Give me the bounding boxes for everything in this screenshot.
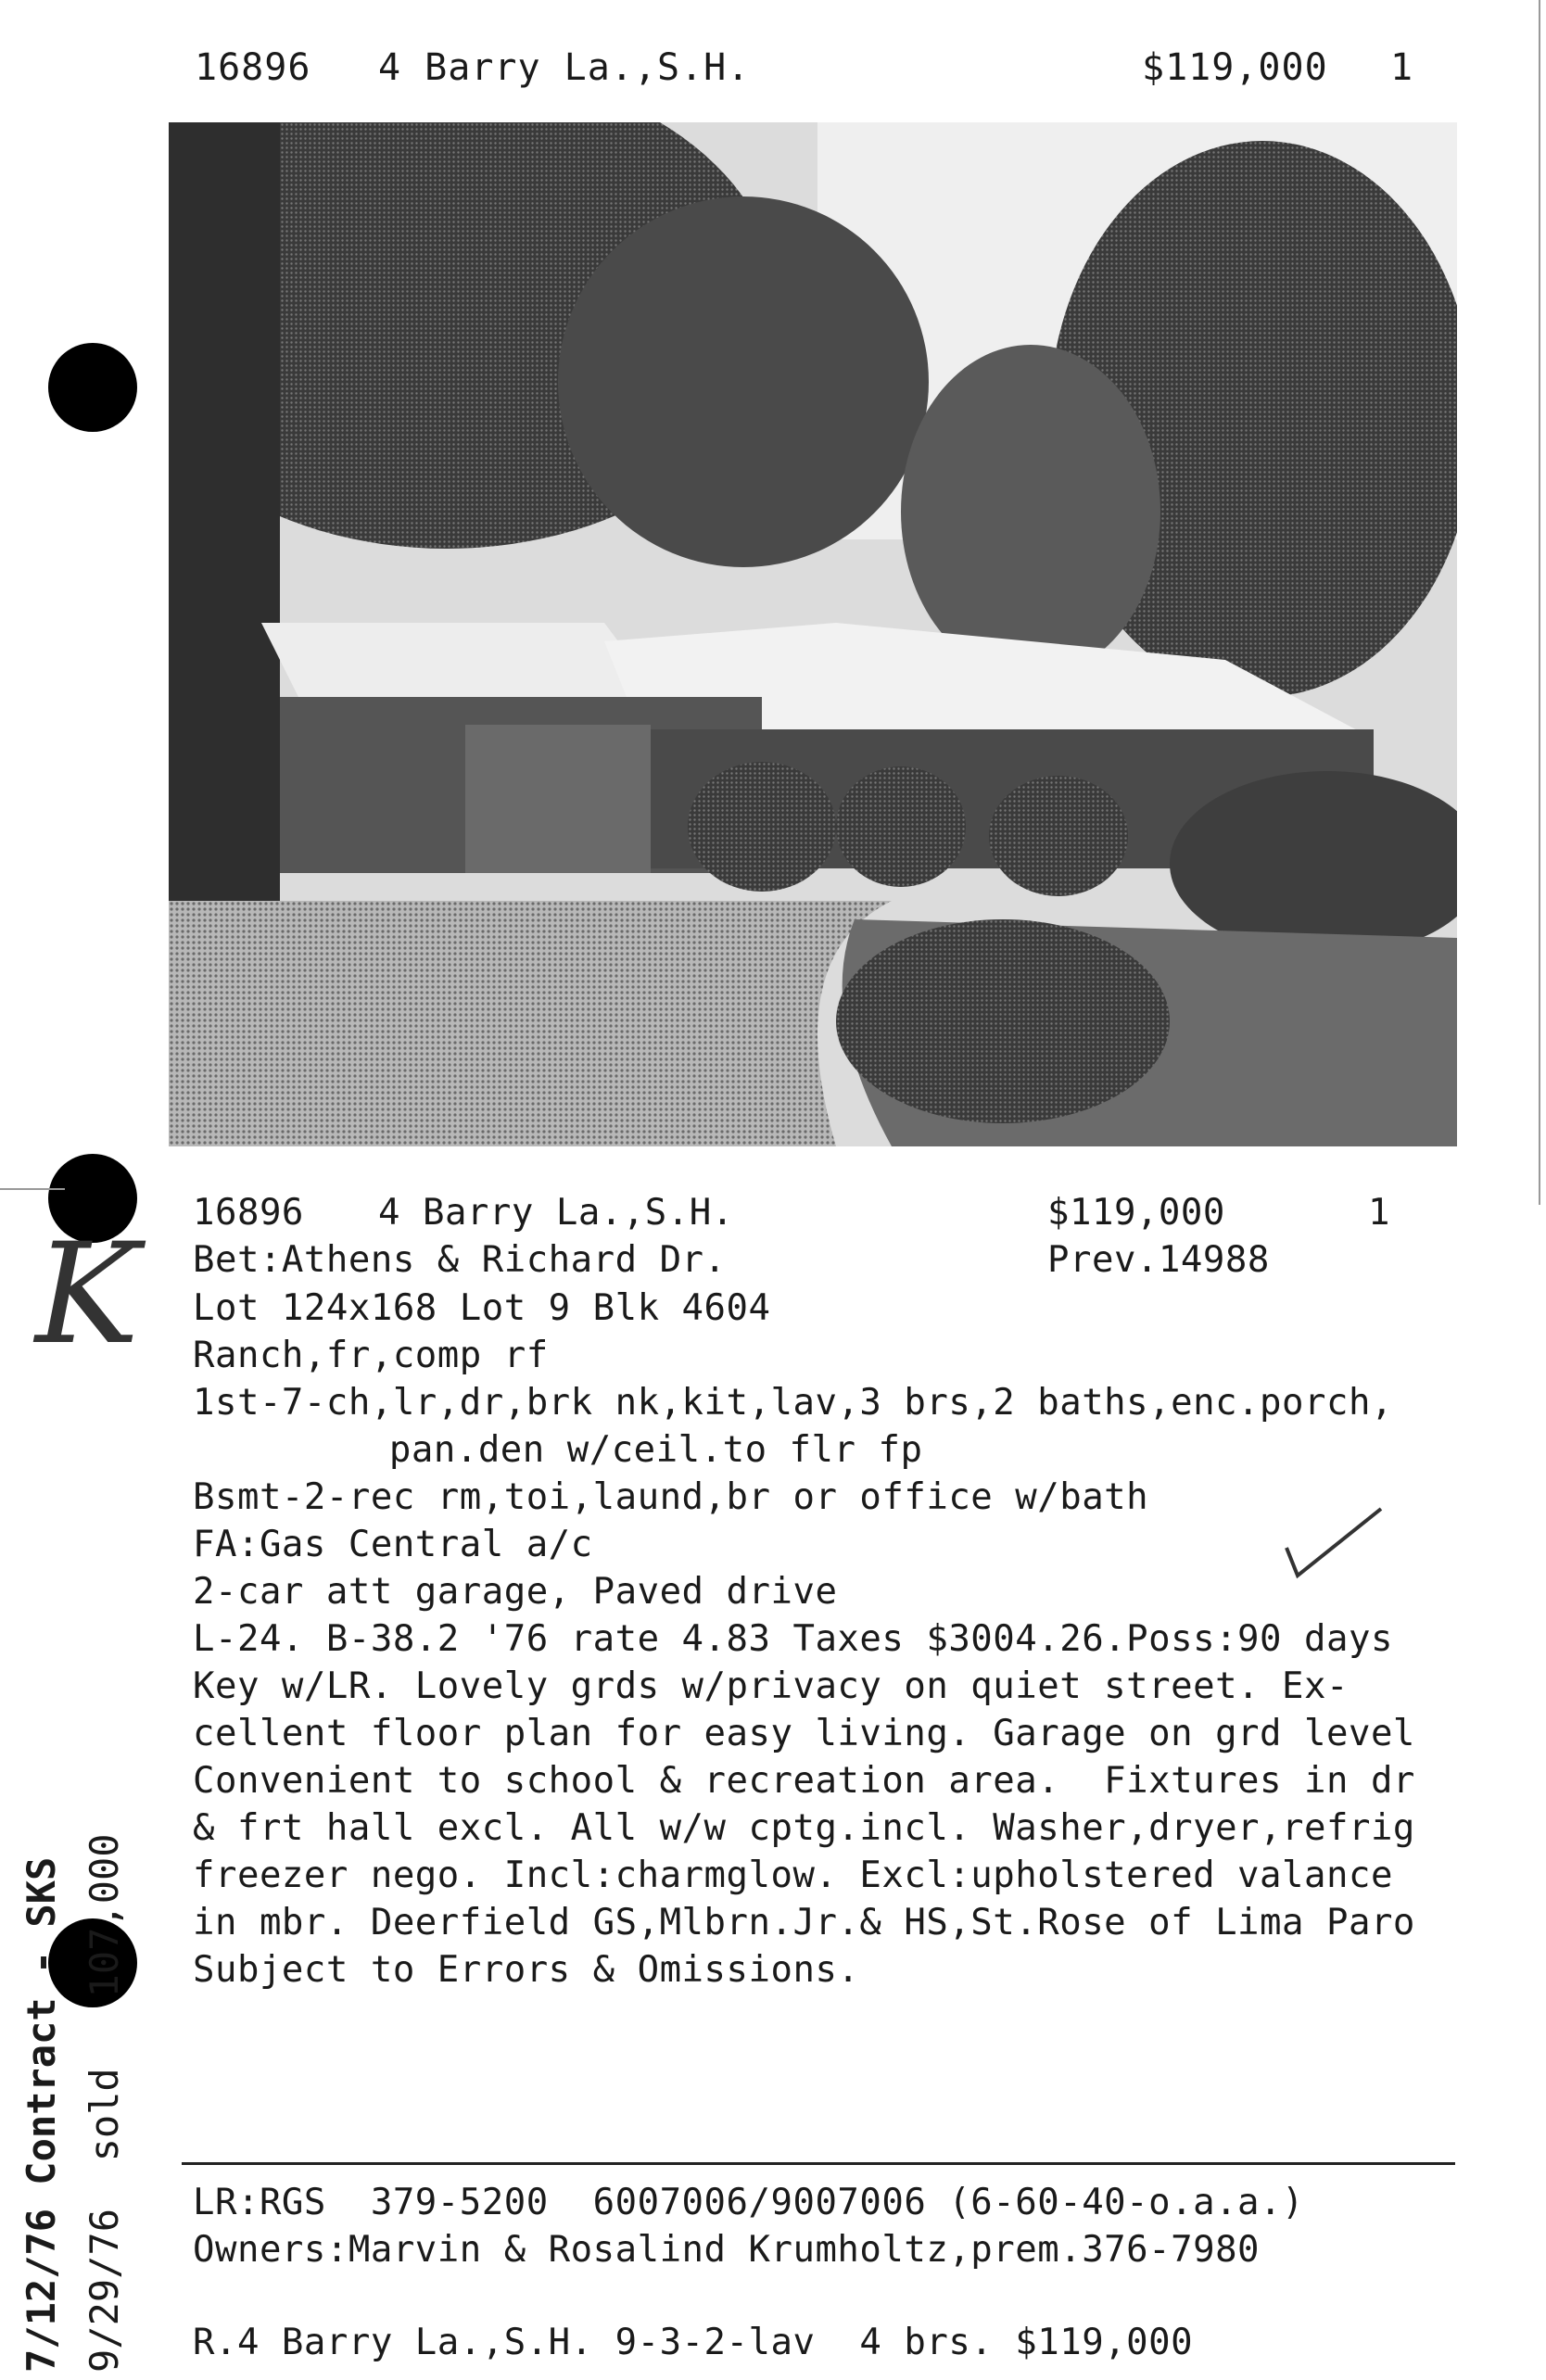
listing-page-number: 1	[1368, 1192, 1390, 1234]
house-photo	[169, 122, 1457, 1146]
listing-line: & frt hall excl. All w/w cptg.incl. Washer,dryer,refrig	[193, 1807, 1415, 1849]
listing-previous-number: Prev.14988	[1047, 1239, 1270, 1281]
page-edge-line	[0, 1188, 65, 1190]
listing-line: Subject to Errors & Omissions.	[193, 1949, 860, 1991]
header-listing-number: 16896	[195, 46, 311, 89]
page-edge-line-right	[1539, 0, 1540, 1205]
header-page-number: 1	[1390, 46, 1414, 89]
side-note-sold: 9/29/76 sold 107,000	[82, 1833, 127, 2373]
footer-summary-line: R.4 Barry La.,S.H. 9-3-2-lav 4 brs. $119,000	[193, 2322, 1194, 2363]
side-note-contract: 7/12/76 Contract - SKS	[19, 1856, 64, 2373]
listing-line: L-24. B-38.2 '76 rate 4.83 Taxes $3004.26.Poss:90 days	[193, 1618, 1393, 1660]
listing-line: Bsmt-2-rec rm,toi,laund,br or office w/bath	[193, 1476, 1149, 1518]
listing-address: 4 Barry La.,S.H.	[378, 1192, 734, 1234]
binder-hole-top	[48, 343, 137, 432]
header-address: 4 Barry La.,S.H.	[378, 46, 751, 89]
check-mark-icon	[1279, 1501, 1390, 1585]
footer-owners-line: Owners:Marvin & Rosalind Krumholtz,prem.376-7980	[193, 2229, 1261, 2271]
listing-line: 1st-7-ch,lr,dr,brk nk,kit,lav,3 brs,2 baths,enc.porch,	[193, 1382, 1393, 1424]
listing-number: 16896	[193, 1192, 304, 1234]
listing-line: in mbr. Deerfield GS,Mlbrn.Jr.& HS,St.Rose of Lima Paro	[193, 1902, 1415, 1943]
handwritten-letter: K	[35, 1214, 140, 1375]
header-price: $119,000	[1142, 46, 1328, 89]
listing-line: Ranch,fr,comp rf	[193, 1335, 549, 1376]
listing-line: Lot 124x168 Lot 9 Blk 4604	[193, 1287, 771, 1329]
divider-rule	[182, 2162, 1455, 2165]
listing-line: FA:Gas Central a/c	[193, 1524, 593, 1565]
listing-price: $119,000	[1047, 1192, 1225, 1234]
footer-lr-line: LR:RGS 379-5200 6007006/9007006 (6-60-40-o.a.a.)	[193, 2182, 1304, 2223]
listing-line: Key w/LR. Lovely grds w/privacy on quiet street. Ex-	[193, 1665, 1349, 1707]
listing-between-streets: Bet:Athens & Richard Dr.	[193, 1239, 727, 1281]
listing-line: freezer nego. Incl:charmglow. Excl:upholstered valance	[193, 1855, 1393, 1896]
listing-line: cellent floor plan for easy living. Garage on grd level	[193, 1713, 1415, 1754]
listing-line: 2-car att garage, Paved drive	[193, 1571, 838, 1613]
listing-line: Convenient to school & recreation area. Fixtures in dr	[193, 1760, 1415, 1802]
listing-line: pan.den w/ceil.to flr fp	[278, 1429, 923, 1471]
